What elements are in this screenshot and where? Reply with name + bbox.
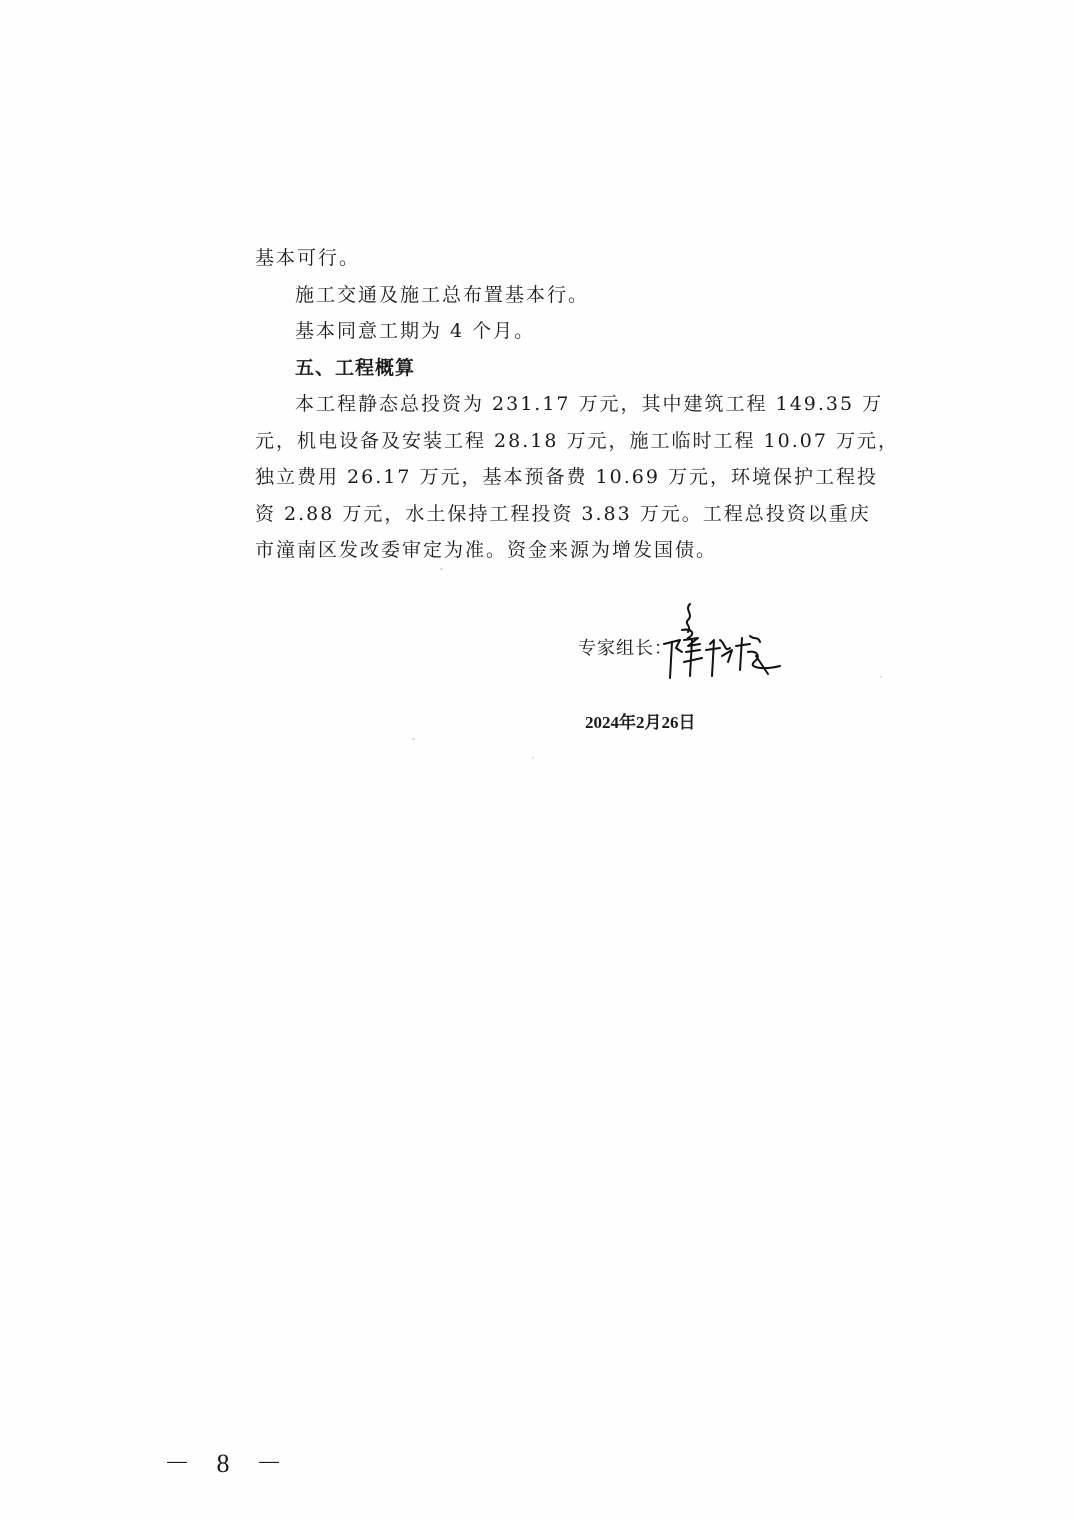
- document-date: 2024年2月26日: [585, 713, 696, 732]
- paragraph-line: 元，机电设备及安装工程 28.18 万元，施工临时工程 10.07 万元，: [255, 429, 899, 452]
- scan-speck: [880, 676, 882, 678]
- paragraph-line: 独立费用 26.17 万元，基本预备费 10.69 万元，环境保护工程投: [255, 466, 878, 488]
- text-line: 施工交通及施工总布置基本行。: [295, 283, 590, 306]
- page-number: － 8 －: [164, 1449, 293, 1478]
- text-line: 基本同意工期为 4 个月。: [295, 320, 536, 342]
- paragraph-line: 资 2.88 万元，水土保持工程投资 3.83 万元。工程总投资以重庆: [255, 502, 871, 525]
- section-heading: 五、工程概算: [295, 356, 416, 379]
- handwritten-signature: [658, 600, 788, 690]
- signature-block: [578, 600, 838, 690]
- text-line: 基本可行。: [255, 247, 361, 269]
- scan-speck: [412, 738, 415, 740]
- paragraph-line: 市潼南区发改委审定为准。资金来源为增发国债。: [255, 539, 718, 561]
- scan-speck: [440, 568, 443, 570]
- body-text: [255, 240, 899, 569]
- signature-label: 专家组长：: [578, 638, 673, 659]
- scan-speck: [532, 757, 534, 759]
- paragraph-line: 本工程静态总投资为 231.17 万元，其中建筑工程 149.35 万: [295, 393, 884, 415]
